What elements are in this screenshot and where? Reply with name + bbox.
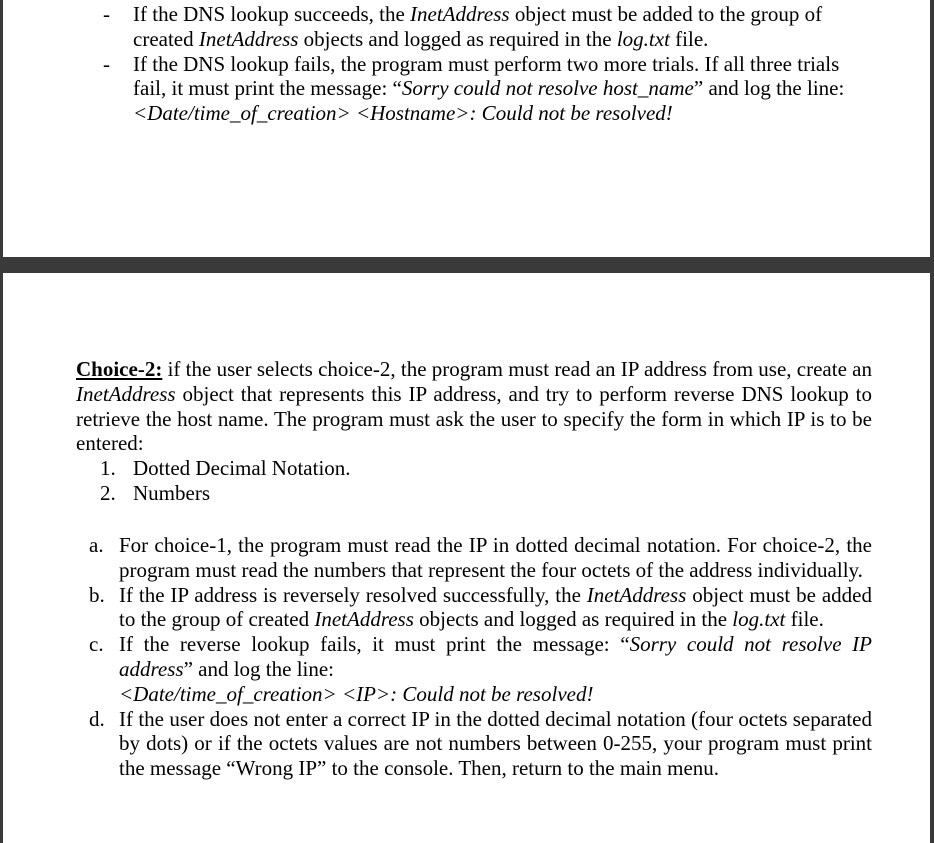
list-marker: c.	[89, 632, 104, 657]
bullet-text: If the DNS lookup succeeds, the InetAddress object must be added to the group of created InetAddress objects and logged as required in the log.txt file.	[133, 2, 823, 51]
lettered-list	[89, 533, 872, 781]
choice-label: Choice-2:	[76, 357, 163, 381]
list-item	[3, 52, 870, 126]
document-page-1	[3, 0, 930, 257]
list-marker: 1.	[100, 456, 116, 480]
bullet-marker: -	[103, 2, 110, 26]
bullet-marker: -	[103, 51, 110, 76]
list-item-text: If the user does not enter a correct IP in the dotted decimal notation (four octets separated by dots) or if the octets values are not numbers between 0-255, your program must print the message “Wrong IP” to the console. Then, return to the main menu.	[119, 706, 872, 781]
list-marker: d.	[89, 706, 105, 731]
list-item-text: Dotted Decimal Notation.	[133, 456, 351, 480]
list-item	[100, 481, 600, 506]
document-page-2	[3, 273, 930, 843]
list-item	[89, 533, 872, 583]
list-item-text: If the IP address is reversely resolved successfully, the InetAddress object must be added to the group of created InetAddress objects and logged as required in the log.txt file.	[119, 582, 872, 632]
list-marker: a.	[89, 533, 104, 557]
list-item-text: For choice-1, the program must read the IP in dotted decimal notation. For choice-2, the program must read the numbers that represent the four octets of the address individually.	[119, 533, 872, 582]
list-marker: 2.	[100, 480, 116, 505]
list-item	[89, 632, 872, 706]
numbered-list	[100, 456, 600, 506]
list-item	[89, 707, 872, 781]
list-marker: b.	[89, 582, 105, 607]
list-item	[89, 583, 872, 633]
dash-bullet-list	[3, 2, 930, 126]
list-item-text: Numbers	[133, 480, 210, 505]
choice-2-paragraph: Choice-2: if the user selects choice-2, the program must read an IP address from use, create an InetAddress object that represents this IP address, and try to perform reverse DNS lookup to retrieve the host name. The program must ask the user to specify the form in which IP is to be entered:	[76, 357, 872, 456]
bullet-text: If the DNS lookup fails, the program must perform two more trials. If all three trials fail, it must print the message: “Sorry could not resolve host_name” and log the line: <Date/time_of_creation> <Hostname>: Could not be resolved!	[133, 51, 845, 126]
list-item	[3, 2, 870, 52]
list-item-text: If the reverse lookup fails, it must print the message: “Sorry could not resolve IP address” and log the line: <Date/time_of_creation> <IP>: Could not be resolved!	[119, 632, 872, 706]
list-item	[100, 456, 600, 481]
